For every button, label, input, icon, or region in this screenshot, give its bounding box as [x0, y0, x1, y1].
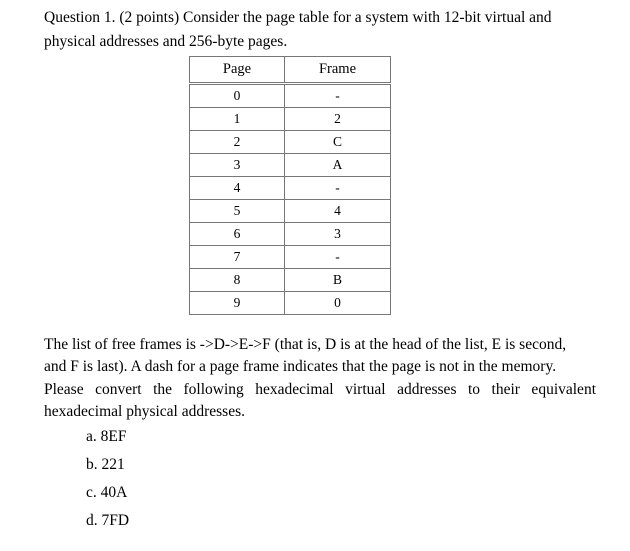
frame-cell: B: [285, 269, 391, 292]
frame-cell: 0: [285, 292, 391, 315]
frame-cell: A: [285, 154, 391, 177]
paragraph-line-3: Please convert the following hexadecimal virtual addresses to their equivalent: [44, 381, 596, 398]
list-item: d. 7FD: [86, 512, 130, 529]
page-cell: 0: [190, 84, 285, 108]
page-cell: 4: [190, 177, 285, 200]
page-table: [189, 56, 391, 315]
frame-cell: -: [285, 84, 391, 108]
table-row: [190, 84, 391, 108]
table-row: [190, 154, 391, 177]
table-header-row: [190, 57, 391, 84]
frame-cell: -: [285, 177, 391, 200]
frame-cell: -: [285, 246, 391, 269]
list-item: b. 221: [86, 456, 125, 473]
table-row: [190, 131, 391, 154]
page-cell: 8: [190, 269, 285, 292]
page-cell: 3: [190, 154, 285, 177]
frame-cell: 3: [285, 223, 391, 246]
table-row: [190, 177, 391, 200]
table-row: [190, 108, 391, 131]
list-item: c. 40A: [86, 484, 128, 501]
page-cell: 7: [190, 246, 285, 269]
frame-cell: 2: [285, 108, 391, 131]
page-cell: 2: [190, 131, 285, 154]
table-row: [190, 223, 391, 246]
page-cell: 1: [190, 108, 285, 131]
table-row: [190, 246, 391, 269]
paragraph-line-1: The list of free frames is ->D->E->F (that is, D is at the head of the list, E is second,: [44, 336, 567, 353]
question-line-1: Question 1. (2 points) Consider the page table for a system with 12-bit virtual and: [44, 9, 552, 26]
frame-cell: 4: [285, 200, 391, 223]
table-row: [190, 292, 391, 315]
paragraph-line-4: hexadecimal physical addresses.: [44, 403, 245, 420]
paragraph-line-2: and F is last). A dash for a page frame indicates that the page is not in the memory.: [44, 358, 557, 375]
header-frame: Frame: [285, 57, 391, 84]
list-item: a. 8EF: [86, 428, 127, 445]
header-page: Page: [190, 57, 285, 84]
question-line-2: physical addresses and 256-byte pages.: [44, 33, 288, 50]
table-row: [190, 269, 391, 292]
page-cell: 6: [190, 223, 285, 246]
table-row: [190, 200, 391, 223]
page-cell: 9: [190, 292, 285, 315]
page-cell: 5: [190, 200, 285, 223]
frame-cell: C: [285, 131, 391, 154]
